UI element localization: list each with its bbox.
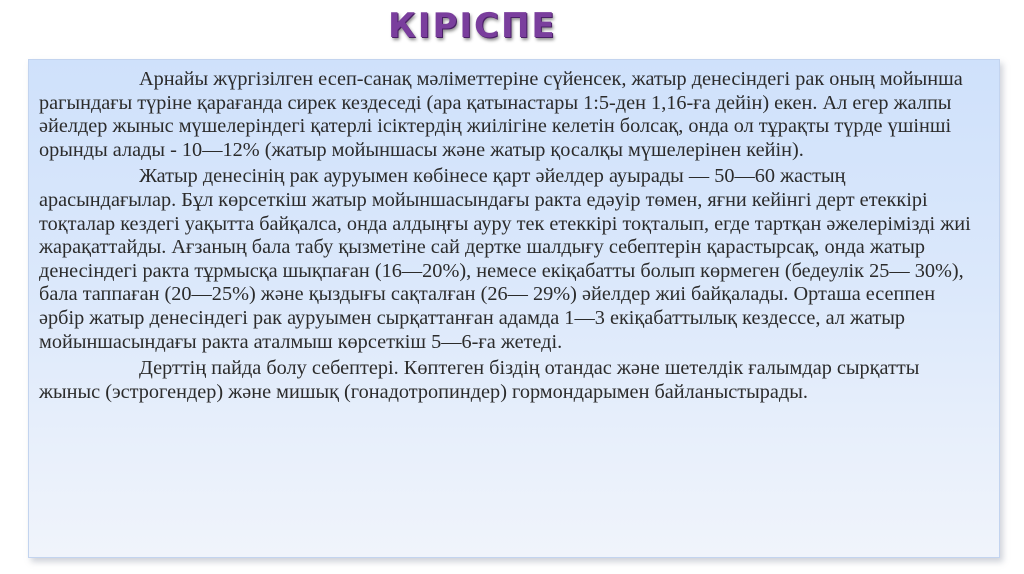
text-box — [28, 59, 1000, 558]
paragraph-causes: Дерттің пайда болу себептері. Көптеген біздің отандас және шетелдік ғалымдар сырқатты жыныс (эстрогендер) және мишық (гонадотропиндер) гормондарымен байланыстырады. — [39, 357, 920, 403]
paragraph-intro: Арнайы жүргізілген есеп-санақ мәліметтеріне сүйенсек, жатыр денесіндегі рак оның мойынша рагындағы түріне қарағанда сирек кездеседі (ара қатынастары 1:5-ден 1,16-ға дейін) екен. Ал егер жалпы әйелдер жыныс мүшелеріндегі қатерлі ісіктердің жиілігіне келетін болсақ, онда ол тұрақты түрде үшінші орынды алады - 10—12% (жатыр мойыншасы және жатыр қосалқы мүшелерінен кейін). — [39, 68, 963, 161]
slide-title: КІРІСПЕ — [388, 6, 557, 46]
paragraph-age-factors: Жатыр денесінің рак ауруымен көбінесе қарт әйелдер ауырады — 50—60 жастың арасындағылар. Бұл көрсеткіш жатыр мойыншасындағы ракта едәуір төмен, яғни кейінгі дерт етеккірі тоқталар кездегі уақытта байқалса, онда алдыңғы ауру тек етеккірі тоқталып, егде тартқан әжелерімізді жиі жарақаттайды. Ағзаның бала табу қызметіне сай дертке шалдығу себептерін қарастырсақ, онда жатыр денесіндегі ракта тұрмысқа шықпаған (16—20%), немесе екіқабатты болып көрмеген (бедеулік 25— 30%), бала таппаған (20—25%) және қыздығы сақталған (26— 29%) әйелдер жиі байқалады. Орташа есеппен әрбір жатыр денесіндегі рак ауруымен сырқаттанған адамда 1—3 екіқабаттылық кездессе, ал жатыр мойыншасындағы ракта аталмыш көрсеткіш 5—6-ға жетеді. — [39, 165, 971, 353]
